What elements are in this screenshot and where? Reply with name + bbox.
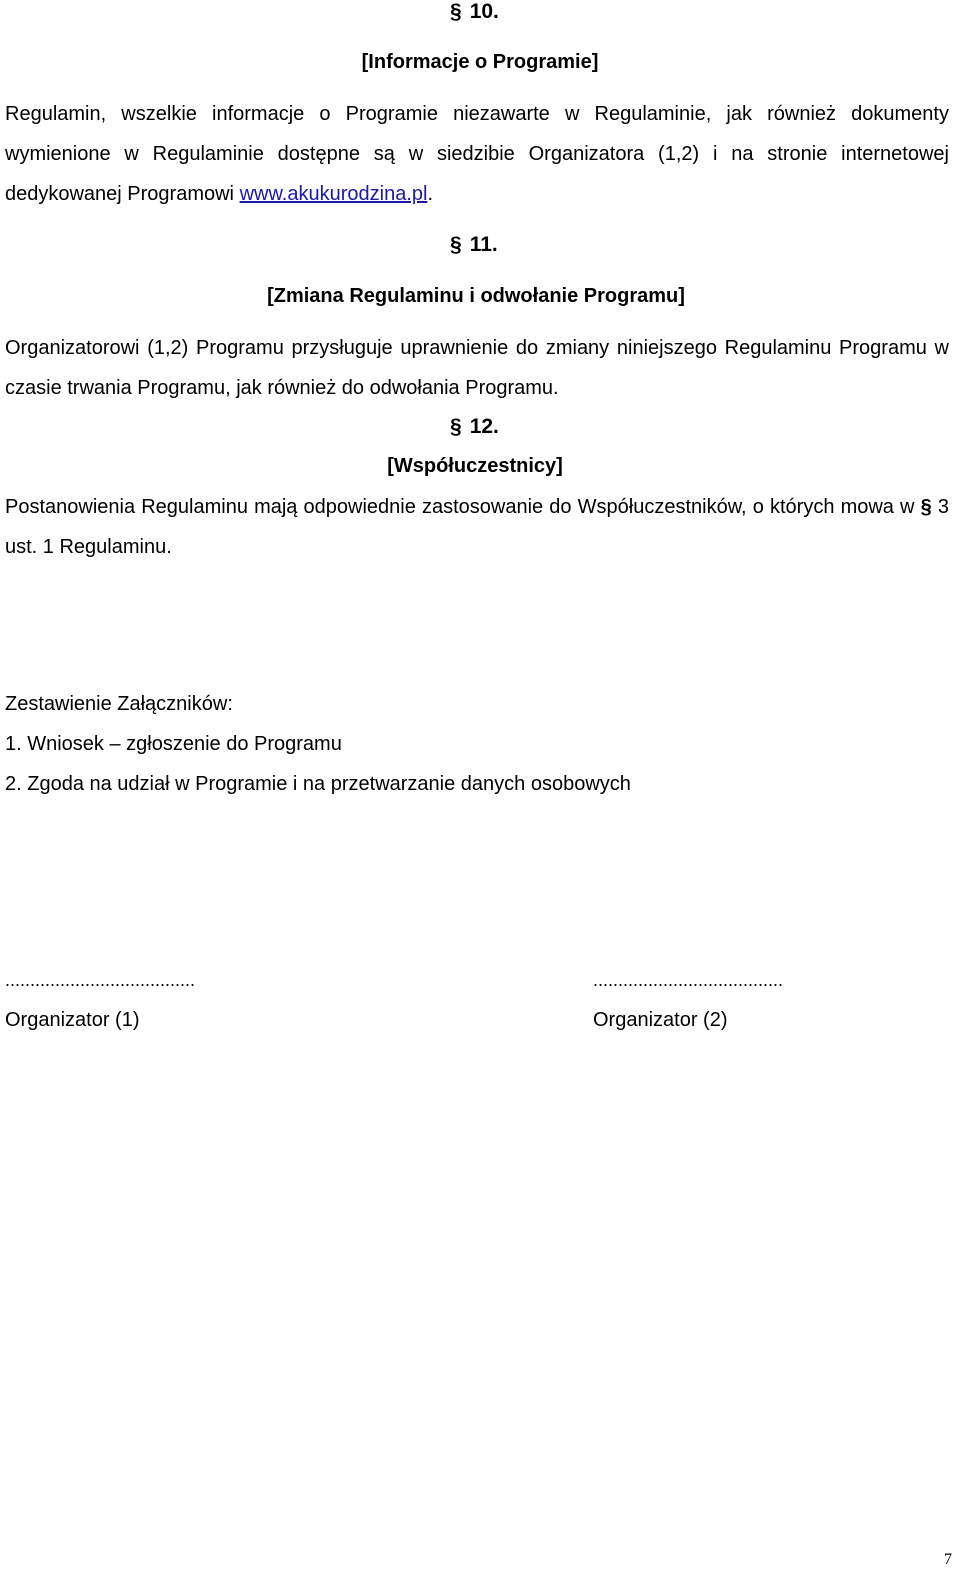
section-12-body <box>5 487 949 567</box>
signature-label-2: Organizator (2) <box>593 1009 728 1031</box>
section-10-body <box>5 94 949 214</box>
website-link[interactable]: www.akukurodzina.pl <box>239 183 428 205</box>
attachment-item: 1. Wniosek – zgłoszenie do Programu <box>5 733 342 755</box>
section-11-title: [Zmiana Regulaminu i odwołanie Programu] <box>267 285 685 307</box>
section-symbol: § <box>450 233 462 256</box>
section-10-number <box>450 0 499 24</box>
section-10-title: [Informacje o Programie] <box>361 51 599 73</box>
attachment-item: 2. Zgoda na udział w Programie i na przetwarzanie danych osobowych <box>5 773 631 795</box>
section-11-body: Organizatorowi (1,2) Programu przysługuje uprawnienie do zmiany niniejszego Regulaminu Programu w czasie trwania Programu, jak również do odwołania Programu. <box>5 337 949 399</box>
signature-line-2: ...................................... <box>593 970 784 990</box>
section-10-body-end: . <box>427 183 433 205</box>
section-12-number <box>450 415 499 439</box>
signature-line-1: ...................................... <box>5 970 196 990</box>
section-12-body-end: 3 ust. 1 Regulaminu. <box>5 496 949 558</box>
section-12-body-text: Postanowienia Regulaminu mają odpowiednie zastosowanie do Współuczestników, o których mowa w <box>5 496 921 518</box>
section-12-title: [Współuczestnicy] <box>387 455 563 477</box>
section-symbol-inline: § <box>920 496 932 518</box>
signature-label-1: Organizator (1) <box>5 1009 140 1031</box>
section-symbol: § <box>450 415 462 438</box>
section-number-text: 10. <box>469 0 499 23</box>
section-symbol: § <box>450 0 462 23</box>
section-11-number <box>450 233 498 257</box>
section-10-body-text: Regulamin, wszelkie informacje o Programie niezawarte w Regulaminie, jak również dokumenty wymienione w Regulaminie dostępne są w siedzibie Organizatora (1,2) i na stronie internetowej dedykowanej Programowi <box>5 103 949 205</box>
attachments-heading: Zestawienie Załączników: <box>5 693 233 715</box>
page-number: 7 <box>944 1551 952 1568</box>
section-number-text: 12. <box>469 415 499 438</box>
section-number-text: 11. <box>469 233 498 256</box>
